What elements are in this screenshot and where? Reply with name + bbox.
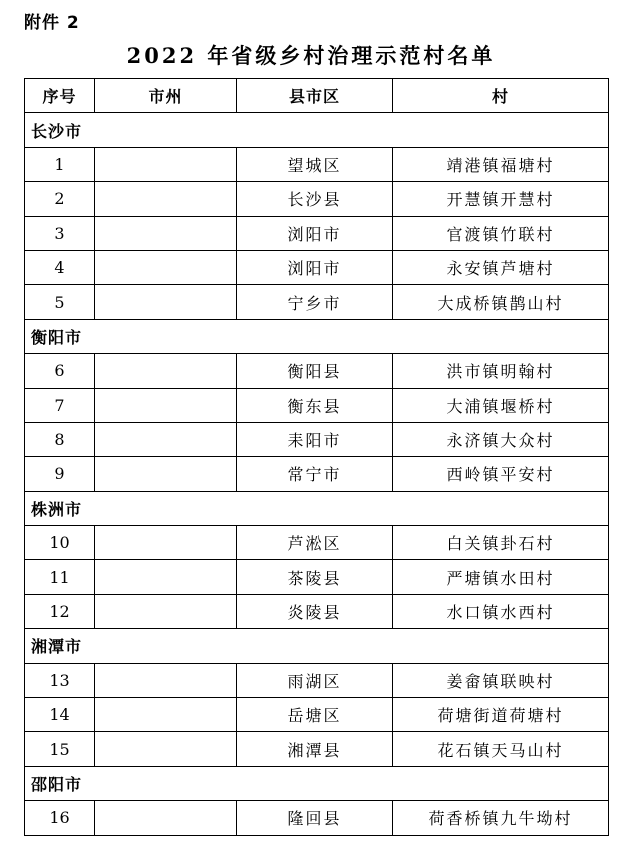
cell-city: [95, 422, 237, 456]
cell-village: 水口镇水西村: [393, 594, 609, 628]
cell-village: 大成桥镇鹊山村: [393, 285, 609, 319]
cell-county: 衡东县: [237, 388, 393, 422]
cell-city: [95, 663, 237, 697]
cell-serial-number: 12: [25, 594, 95, 628]
cell-county: 岳塘区: [237, 698, 393, 732]
cell-city: [95, 388, 237, 422]
cell-serial-number: 16: [25, 801, 95, 835]
table-row: [25, 560, 609, 594]
cell-city: [95, 147, 237, 181]
table-row: [25, 732, 609, 766]
table-row: [25, 422, 609, 456]
cell-city: [95, 732, 237, 766]
attachment-label: 附件 2: [24, 13, 80, 33]
table-header-row: [25, 79, 609, 113]
cell-village: 严塘镇水田村: [393, 560, 609, 594]
cell-village: 白关镇卦石村: [393, 526, 609, 560]
cell-city: [95, 801, 237, 835]
cell-village: 大浦镇堰桥村: [393, 388, 609, 422]
cell-village: 靖港镇福塘村: [393, 147, 609, 181]
table-row: [25, 801, 609, 835]
cell-county: 望城区: [237, 147, 393, 181]
cell-county: 耒阳市: [237, 422, 393, 456]
group-city-name: 邵阳市: [25, 766, 609, 800]
table-row: [25, 663, 609, 697]
cell-village: 荷香桥镇九牛坳村: [393, 801, 609, 835]
table-row: [25, 216, 609, 250]
cell-county: 雨湖区: [237, 663, 393, 697]
cell-county: 宁乡市: [237, 285, 393, 319]
table-row: [25, 182, 609, 216]
cell-city: [95, 250, 237, 284]
group-row: [25, 319, 609, 353]
cell-serial-number: 7: [25, 388, 95, 422]
cell-serial-number: 14: [25, 698, 95, 732]
cell-city: [95, 182, 237, 216]
cell-serial-number: 10: [25, 526, 95, 560]
cell-county: 茶陵县: [237, 560, 393, 594]
table-row: [25, 285, 609, 319]
cell-village: 官渡镇竹联村: [393, 216, 609, 250]
cell-county: 长沙县: [237, 182, 393, 216]
header-village: 村: [393, 79, 609, 113]
cell-serial-number: 3: [25, 216, 95, 250]
table-row: [25, 698, 609, 732]
cell-county: 炎陵县: [237, 594, 393, 628]
cell-city: [95, 698, 237, 732]
cell-county: 常宁市: [237, 457, 393, 491]
cell-county: 浏阳市: [237, 250, 393, 284]
header-serial-number: 序号: [25, 79, 95, 113]
cell-city: [95, 285, 237, 319]
cell-village: 花石镇天马山村: [393, 732, 609, 766]
cell-village: 姜畲镇联映村: [393, 663, 609, 697]
cell-village: 永安镇芦塘村: [393, 250, 609, 284]
cell-serial-number: 15: [25, 732, 95, 766]
table-row: [25, 594, 609, 628]
cell-village: 开慧镇开慧村: [393, 182, 609, 216]
table-row: [25, 354, 609, 388]
cell-village: 荷塘街道荷塘村: [393, 698, 609, 732]
group-city-name: 湘潭市: [25, 629, 609, 663]
group-row: [25, 629, 609, 663]
cell-city: [95, 526, 237, 560]
cell-village: 洪市镇明翰村: [393, 354, 609, 388]
cell-serial-number: 8: [25, 422, 95, 456]
header-city: 市州: [95, 79, 237, 113]
table-row: [25, 388, 609, 422]
cell-serial-number: 11: [25, 560, 95, 594]
table-row: [25, 526, 609, 560]
header-county: 县市区: [237, 79, 393, 113]
group-city-name: 长沙市: [25, 113, 609, 147]
cell-city: [95, 560, 237, 594]
cell-county: 芦淞区: [237, 526, 393, 560]
group-row: [25, 766, 609, 800]
table-row: [25, 457, 609, 491]
table-row: [25, 250, 609, 284]
cell-serial-number: 13: [25, 663, 95, 697]
cell-county: 湘潭县: [237, 732, 393, 766]
cell-serial-number: 5: [25, 285, 95, 319]
cell-county: 浏阳市: [237, 216, 393, 250]
cell-city: [95, 594, 237, 628]
cell-city: [95, 354, 237, 388]
cell-serial-number: 9: [25, 457, 95, 491]
cell-village: 永济镇大众村: [393, 422, 609, 456]
table-row: [25, 147, 609, 181]
group-city-name: 衡阳市: [25, 319, 609, 353]
document-title: 2022 年省级乡村治理示范村名单: [126, 43, 496, 68]
cell-serial-number: 6: [25, 354, 95, 388]
cell-village: 西岭镇平安村: [393, 457, 609, 491]
cell-serial-number: 1: [25, 147, 95, 181]
cell-serial-number: 2: [25, 182, 95, 216]
group-row: [25, 491, 609, 525]
cell-county: 隆回县: [237, 801, 393, 835]
cell-city: [95, 216, 237, 250]
cell-city: [95, 457, 237, 491]
cell-serial-number: 4: [25, 250, 95, 284]
group-city-name: 株洲市: [25, 491, 609, 525]
village-list-table: [24, 78, 609, 836]
group-row: [25, 113, 609, 147]
cell-county: 衡阳县: [237, 354, 393, 388]
